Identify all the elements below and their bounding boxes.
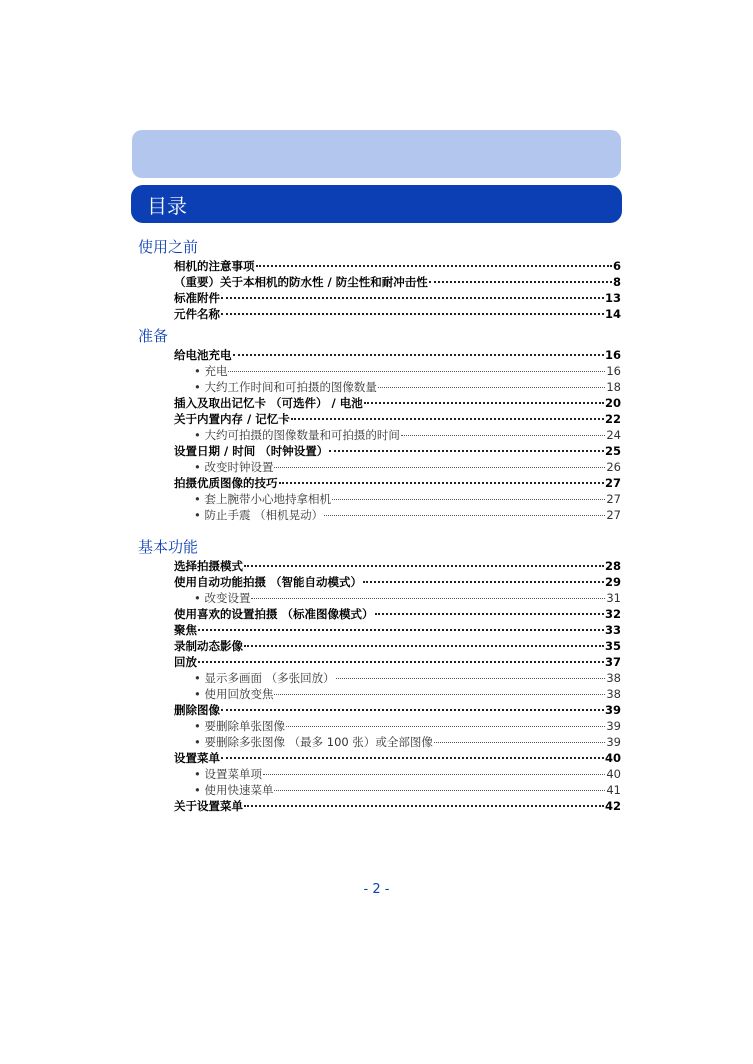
toc-entry-label: • 改变设置 <box>194 591 251 605</box>
toc-entry-page: 35 <box>604 639 621 653</box>
toc-entry-label: • 使用回放变焦 <box>194 687 274 701</box>
dot-leader <box>274 693 605 695</box>
toc-entry-page: 27 <box>606 508 621 522</box>
toc-entry-page: 27 <box>606 492 621 506</box>
dot-leader <box>221 296 604 299</box>
toc-entry-label: • 大约可拍摄的图像数量和可拍摄的时间 <box>194 428 400 442</box>
dot-leader <box>401 434 605 436</box>
dot-leader <box>244 564 604 567</box>
toc-entry-page: 16 <box>604 348 621 362</box>
toc-entry-label: • 充电 <box>194 364 228 378</box>
toc-entry-page: 39 <box>606 719 621 733</box>
dot-leader <box>221 756 604 759</box>
toc-subentry[interactable] <box>194 782 621 798</box>
toc-entry-label: • 显示多画面 （多张回放） <box>194 671 335 685</box>
dot-leader <box>279 481 604 484</box>
toc-section <box>138 236 621 322</box>
toc-entry-page: 24 <box>606 428 621 442</box>
section-spacer <box>138 523 621 533</box>
toc-entry-page: 39 <box>604 703 621 717</box>
toc-entry-label: 选择拍摄模式 <box>174 559 243 573</box>
toc-entry[interactable] <box>174 622 621 638</box>
dot-leader <box>274 789 605 791</box>
toc-entry-label: （重要）关于本相机的防水性 / 防尘性和耐冲击性 <box>174 275 428 289</box>
toc-entry[interactable] <box>174 290 621 306</box>
toc-entry-page: 40 <box>606 767 621 781</box>
dot-leader <box>251 597 605 599</box>
toc-entry-label: 设置菜单 <box>174 751 220 765</box>
toc-subentry[interactable] <box>194 670 621 686</box>
toc-subentry[interactable] <box>194 686 621 702</box>
toc-entry[interactable] <box>174 274 621 290</box>
table-of-contents <box>138 233 621 814</box>
toc-entry-page: 33 <box>604 623 621 637</box>
page-title: 目录 <box>147 193 187 218</box>
dot-leader <box>221 312 604 315</box>
toc-entry-label: • 防止手震 （相机晃动） <box>194 508 324 522</box>
toc-subentry[interactable] <box>194 363 621 379</box>
toc-subentry[interactable] <box>194 459 621 475</box>
dot-leader <box>274 466 605 468</box>
toc-entry[interactable] <box>174 411 621 427</box>
toc-entry-page: 38 <box>606 671 621 685</box>
toc-entry[interactable] <box>174 798 621 814</box>
toc-entry[interactable] <box>174 702 621 718</box>
dot-leader <box>336 677 606 679</box>
toc-entry-label: 使用自动功能拍摄 （智能自动模式） <box>174 575 363 589</box>
toc-entry-label: • 使用快速菜单 <box>194 783 274 797</box>
toc-entry[interactable] <box>174 558 621 574</box>
section-title: 准备 <box>138 327 169 345</box>
toc-entry-label: 关于内置内存 / 记忆卡 <box>174 412 290 426</box>
toc-entry-page: 38 <box>606 687 621 701</box>
dot-leader <box>434 741 606 743</box>
dot-leader <box>324 514 605 516</box>
dot-leader <box>291 417 604 420</box>
toc-entry-page: 22 <box>604 412 621 426</box>
toc-entry-page: 42 <box>604 799 621 813</box>
dot-leader <box>378 386 605 388</box>
toc-entry-page: 32 <box>604 607 621 621</box>
toc-entry-page: 6 <box>612 259 621 273</box>
toc-entry[interactable] <box>174 395 621 411</box>
toc-entry-page: 28 <box>604 559 621 573</box>
toc-entry-page: 18 <box>606 380 621 394</box>
toc-entry[interactable] <box>174 258 621 274</box>
dot-leader <box>329 449 604 452</box>
section-title: 基本功能 <box>138 538 199 556</box>
toc-entry-label: 相机的注意事项 <box>174 259 255 273</box>
toc-subentry[interactable] <box>194 766 621 782</box>
toc-entry[interactable] <box>174 606 621 622</box>
page-title-bar <box>131 185 622 223</box>
toc-entry-page: 27 <box>604 476 621 490</box>
toc-entry-label: 关于设置菜单 <box>174 799 243 813</box>
dot-leader <box>198 628 604 631</box>
toc-entry[interactable] <box>174 638 621 654</box>
toc-entry-page: 14 <box>604 307 621 321</box>
dot-leader <box>363 580 604 583</box>
dot-leader <box>228 370 605 372</box>
toc-entry[interactable] <box>174 574 621 590</box>
dot-leader <box>244 804 604 807</box>
toc-subentry[interactable] <box>194 734 621 750</box>
toc-entry-label: • 改变时钟设置 <box>194 460 274 474</box>
toc-entry[interactable] <box>174 443 621 459</box>
dot-leader <box>375 612 604 615</box>
dot-leader <box>233 353 604 356</box>
toc-entry-label: 聚焦 <box>174 623 197 637</box>
toc-entry-label: 标准附件 <box>174 291 220 305</box>
toc-entry-label: 给电池充电 <box>174 348 232 362</box>
dot-leader <box>263 773 605 775</box>
toc-entry-label: 拍摄优质图像的技巧 <box>174 476 278 490</box>
toc-entry-page: 37 <box>604 655 621 669</box>
toc-entry-page: 16 <box>606 364 621 378</box>
toc-entry-label: 删除图像 <box>174 703 220 717</box>
toc-entry-label: • 要删除多张图像 （最多 100 张）或全部图像 <box>194 735 433 749</box>
toc-entry-page: 39 <box>606 735 621 749</box>
toc-entry-label: • 套上腕带小心地持拿相机 <box>194 492 331 506</box>
toc-entry-page: 25 <box>604 444 621 458</box>
toc-entry-label: 回放 <box>174 655 197 669</box>
toc-entry[interactable] <box>174 306 621 322</box>
dot-leader <box>198 660 604 663</box>
toc-entry-label: • 大约工作时间和可拍摄的图像数量 <box>194 380 377 394</box>
toc-entry-label: 使用喜欢的设置拍摄 （标准图像模式） <box>174 607 374 621</box>
toc-entry-label: • 要删除单张图像 <box>194 719 285 733</box>
toc-subentry[interactable] <box>194 491 621 507</box>
toc-entry-page: 8 <box>612 275 621 289</box>
toc-entry-page: 29 <box>604 575 621 589</box>
dot-leader <box>244 644 604 647</box>
toc-section <box>138 325 621 523</box>
toc-entry-label: 元件名称 <box>174 307 220 321</box>
toc-entry-page: 41 <box>606 783 621 797</box>
toc-entry-label: 插入及取出记忆卡 （可选件） / 电池 <box>174 396 363 410</box>
header-band <box>132 130 621 178</box>
toc-entry-label: 录制动态影像 <box>174 639 243 653</box>
dot-leader <box>364 401 604 404</box>
toc-entry[interactable] <box>174 654 621 670</box>
toc-entry-page: 20 <box>604 396 621 410</box>
toc-subentry[interactable] <box>194 379 621 395</box>
toc-entry[interactable] <box>174 347 621 363</box>
toc-entry[interactable] <box>174 750 621 766</box>
section-title: 使用之前 <box>138 238 199 256</box>
page-number: - 2 - <box>363 882 390 897</box>
toc-entry-page: 31 <box>606 591 621 605</box>
dot-leader <box>286 725 605 727</box>
dot-leader <box>332 498 605 500</box>
dot-leader <box>429 280 612 283</box>
toc-entry-page: 26 <box>606 460 621 474</box>
toc-entry-label: • 设置菜单项 <box>194 767 262 781</box>
dot-leader <box>221 708 604 711</box>
toc-section <box>138 536 621 814</box>
toc-entry-label: 设置日期 / 时间 （时钟设置） <box>174 444 329 458</box>
toc-entry[interactable] <box>174 475 621 491</box>
toc-subentry[interactable] <box>194 718 621 734</box>
toc-subentry[interactable] <box>194 507 621 523</box>
toc-subentry[interactable] <box>194 590 621 606</box>
toc-entry-page: 13 <box>604 291 621 305</box>
toc-entry-page: 40 <box>604 751 621 765</box>
toc-subentry[interactable] <box>194 427 621 443</box>
dot-leader <box>256 264 612 267</box>
